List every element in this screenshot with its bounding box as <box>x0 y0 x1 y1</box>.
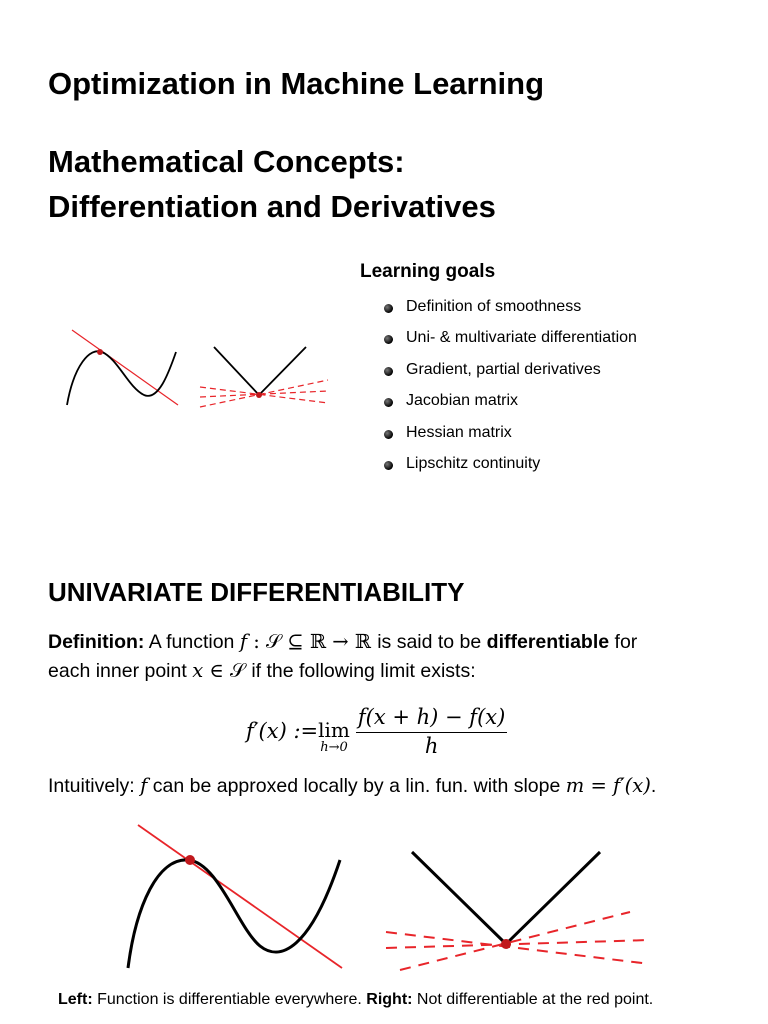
formula-sub: h→0 <box>320 739 348 755</box>
caption-left-label: Left: <box>58 991 93 1008</box>
learning-goals-title: Learning goals <box>360 261 496 282</box>
v-curve <box>412 852 600 944</box>
formula-lhs: f′(x) := <box>246 719 319 743</box>
kink-point <box>501 939 511 949</box>
bold-term: differentiable <box>486 631 610 653</box>
goal-item: Uni- & multivariate differentiation <box>406 329 637 347</box>
small-kink-point <box>256 392 262 398</box>
derivative-formula <box>246 704 507 759</box>
intuitive-line: Intuitively: f can be approxed locally by a lin. fun. with slope m = f′(x). <box>48 774 657 797</box>
page-title: Optimization in Machine Learning <box>48 66 545 101</box>
tangent-line <box>138 825 342 968</box>
goal-item: Hessian matrix <box>406 424 512 442</box>
formula-lim: lim <box>318 717 350 742</box>
small-tangent-point <box>97 349 103 355</box>
goal-item: Lipschitz continuity <box>406 455 540 473</box>
goal-item: Gradient, partial derivatives <box>406 361 601 379</box>
definition-label: Definition: <box>48 631 145 653</box>
tangent-point <box>185 855 195 865</box>
figure-caption: Left: Function is differentiable everywhere. Right: Not differentiable at the red point. <box>58 991 654 1008</box>
subtitle-line-1: Mathematical Concepts: <box>48 144 405 179</box>
section-heading: UNIVARIATE DIFFERENTIABILITY <box>48 577 465 607</box>
bullet-icon <box>384 335 393 344</box>
bullet-icon <box>384 398 393 407</box>
bullet-icon <box>384 367 393 376</box>
formula-denominator: h <box>424 734 439 758</box>
dashed-line-1 <box>386 932 650 964</box>
smooth-curve <box>128 860 340 968</box>
bullet-icon <box>384 461 393 470</box>
bullet-icon <box>384 430 393 439</box>
small-illustration <box>60 325 340 415</box>
goal-item: Definition of smoothness <box>406 298 581 316</box>
formula-numerator: f(x + h) − f(x) <box>356 704 507 733</box>
goal-item: Jacobian matrix <box>406 392 518 410</box>
subtitle-line-2: Differentiation and Derivatives <box>48 189 496 224</box>
caption-right-label: Right: <box>366 991 413 1008</box>
definition-line-2: each inner point x ∈ 𝒮 if the following limit exists: <box>48 659 476 682</box>
definition-line-1: Definition: A function f : 𝒮 ⊆ ℝ → ℝ is said to be differentiable for <box>48 630 638 653</box>
bullet-icon <box>384 304 393 313</box>
large-illustration <box>110 820 670 980</box>
